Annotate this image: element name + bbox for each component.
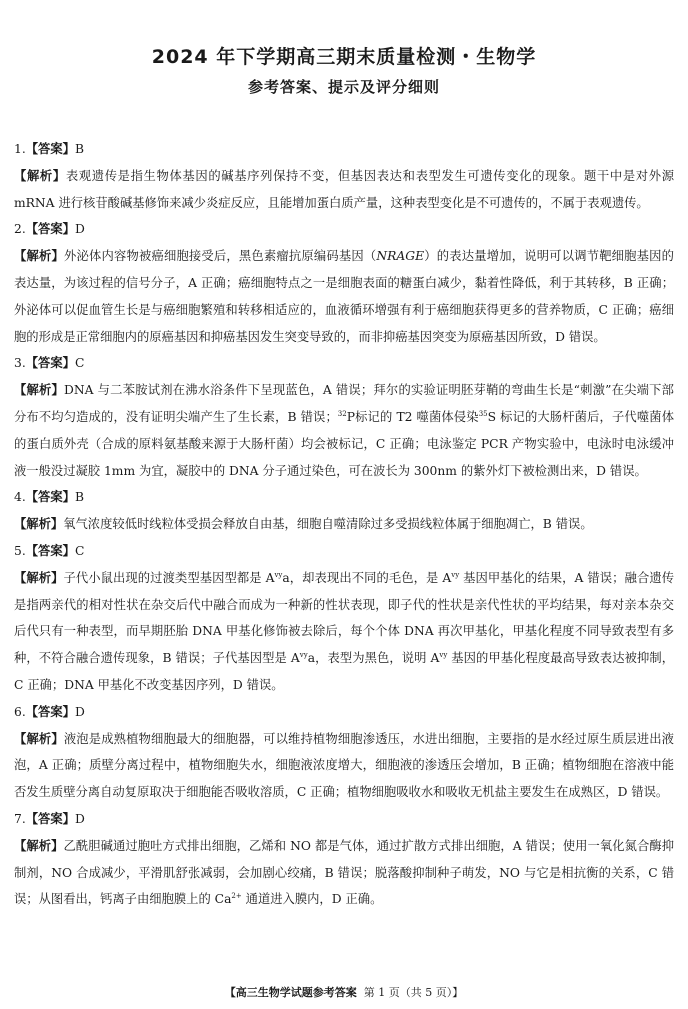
analysis-paragraph — [14, 833, 674, 913]
answer-line — [14, 538, 674, 565]
analysis-label: 【解析】 — [14, 838, 64, 853]
analysis-paragraph — [14, 163, 674, 217]
analysis-text: 通道进入膜内，D 正确。 — [241, 892, 383, 907]
analysis-text: 外泌体内容物被癌细胞接受后，黑色素瘤抗原编码基因（ — [63, 249, 377, 264]
page-title: 2024 年下学期高三期末质量检测・生物学 — [151, 46, 537, 68]
analysis-text: 乙酰胆碱通过胞吐方式排出细胞，乙烯和 NO 都是气体，通过扩散方式排出细胞，A 错误；使用一氧化氮合酶抑制剂，NO 合成减少，平滑肌舒张减弱，会加剧心绞痛，B 错误；脱落酸抑制种子萌发，NO 与它是相抗衡的关系，C 错误；从图看出，钙离子由细胞膜上的 Ca — [14, 838, 674, 907]
analysis-text: S 标记的大肠杆菌后，子代噬菌体的蛋白质外壳（合成的原料氨基酸来源于大肠杆菌）均会被标记，C 正确；电泳鉴定 PCR 产物实验中，电泳时电泳缓冲液一般没过凝胶 1mm 为宜，凝胶中的 DNA 分子通过染色，可在波长为 300nm 的紫外灯下被检测出来，D 错误。 — [14, 409, 674, 478]
question-number: 6. — [14, 704, 26, 719]
ion-charge-superscript: 2+ — [231, 892, 242, 901]
answer-value: D — [74, 704, 85, 719]
answer-value: D — [74, 811, 85, 826]
answer-label: 【答案】 — [25, 704, 75, 719]
answer-label: 【答案】 — [25, 811, 75, 826]
analysis-label: 【解析】 — [14, 383, 65, 398]
footer-page-number: 第 1 页（共 5 页）】 — [363, 986, 464, 999]
analysis-text: P标记的 T2 噬菌体侵染 — [346, 409, 479, 424]
answer-line — [14, 484, 674, 511]
answer-label: 【答案】 — [25, 543, 75, 558]
analysis-paragraph — [14, 565, 674, 699]
isotope-superscript: 32 — [337, 409, 347, 418]
analysis-text: 液泡是成熟植物细胞最大的细胞器，可以维持植物细胞渗透压，水进出细胞，主要指的是水经过原生质层进出液泡，A 正确；质壁分离过程中，植物细胞失水，细胞液浓度增大，细胞液的渗透压会增加，B 正确；植物细胞在溶液中能否发生质壁分离自动复原取决于细胞能否吸收溶质，C 正确；植物细胞吸收水和吸收无机盐主要发生在成熟区，D 错误。 — [14, 731, 674, 800]
question-2 — [14, 216, 674, 350]
answer-line — [14, 806, 674, 833]
footer-label: 【高三生物学试题参考答案 — [224, 986, 357, 999]
answer-label: 【答案】 — [25, 490, 75, 505]
answer-label: 【答案】 — [25, 222, 75, 237]
analysis-label: 【解析】 — [14, 168, 66, 183]
answer-line — [14, 350, 674, 377]
question-3 — [14, 350, 674, 484]
answer-value: B — [74, 142, 84, 156]
question-1 — [14, 136, 674, 216]
analysis-paragraph — [14, 726, 674, 806]
analysis-text: a，却表现出不同的毛色，是 A — [282, 570, 452, 585]
question-4 — [14, 484, 674, 538]
analysis-paragraph — [14, 243, 674, 350]
analysis-label: 【解析】 — [14, 517, 64, 532]
allele-superscript: vy — [439, 651, 448, 660]
page-footer — [0, 984, 688, 1000]
question-7 — [14, 806, 674, 913]
analysis-paragraph — [14, 511, 674, 538]
allele-superscript: vy — [451, 570, 460, 579]
question-number: 5. — [14, 543, 26, 558]
analysis-text: DNA 与二苯胺试剂在沸水浴条件下呈现蓝色，A 错误；拜尔的实验证明胚芽鞘的弯曲生长是“刺激”在尖端下部分布不均匀造成的，没有证明尖端产生了生长素，B 错误； — [14, 383, 674, 424]
isotope-superscript: 35 — [478, 409, 488, 418]
analysis-text: 表观遗传是指生物体基因的碱基序列保持不变，但基因表达和表型发生可遗传变化的现象。题干中是对外源 mRNA 进行核苷酸碱基修饰来减少炎症反应，且能增加蛋白质产量，这种表型变化是不可遗传的，不属于表观遗传。 — [14, 168, 674, 210]
analysis-text: ）的表达量增加，说明可以调节靶细胞基因的表达量，为该过程的信号分子，A 正确；癌细胞特点之一是细胞表面的糖蛋白减少，黏着性降低，利于其转移，B 正确；外泌体可以促血管生长是与癌细胞繁殖和转移相适应的，血液循环增强有利于癌细胞获得更多的营养物质，C 正确；癌细胞的形成是正常细胞内的原癌基因和抑癌基因发生突变导致的，而非抑癌基因突变为原癌基因所致，D 错误。 — [14, 249, 674, 344]
analysis-text: 子代小鼠出现的过渡类型基因型都是 A — [63, 570, 275, 585]
answer-line — [14, 216, 674, 243]
answer-list — [14, 136, 674, 913]
analysis-label: 【解析】 — [14, 731, 64, 746]
answer-value: C — [74, 356, 85, 371]
question-number: 3. — [14, 356, 26, 371]
answer-label: 【答案】 — [25, 142, 75, 156]
question-6 — [14, 699, 674, 806]
answer-value: B — [74, 490, 84, 505]
analysis-label: 【解析】 — [14, 570, 64, 585]
analysis-text: 基因的甲基化程度最高导致表达被抑制，C 正确；DNA 甲基化不改变基因序列，D 错误。 — [14, 651, 674, 692]
gene-name: NRAGE — [376, 249, 425, 264]
answer-value: C — [74, 543, 85, 558]
answer-value: D — [74, 222, 85, 237]
question-number: 1. — [14, 142, 26, 156]
allele-superscript: vy — [299, 651, 308, 660]
analysis-text: a，表型为黑色，说明 A — [307, 651, 440, 666]
question-number: 2. — [14, 222, 26, 237]
analysis-text: 基因甲基化的结果，A 错误；融合遗传是指两亲代的相对性状在杂交后代中融合而成为一种新的性状表现，即子代的性状是亲代性状的平均结果，每对亲本杂交后代只有一种表型，而早期胚胎 DNA 甲基化修饰被去除后，每个个体 DNA 再次甲基化，甲基化程度不同导致表型有多种，不符合融合遗传现象，B 错误；子代基因型是 A — [14, 570, 674, 666]
question-number: 4. — [14, 490, 26, 505]
question-number: 7. — [14, 811, 26, 826]
allele-superscript: vy — [274, 570, 283, 579]
answer-line — [14, 699, 674, 726]
answer-line — [14, 136, 674, 163]
answer-label: 【答案】 — [25, 356, 75, 371]
analysis-label: 【解析】 — [14, 249, 64, 264]
analysis-paragraph — [14, 377, 674, 484]
page-subtitle: 参考答案、提示及评分细则 — [247, 78, 440, 96]
analysis-text: 氧气浓度较低时线粒体受损会释放自由基，细胞自噬清除过多受损线粒体属于细胞凋亡，B 错误。 — [63, 517, 593, 532]
question-5 — [14, 538, 674, 699]
